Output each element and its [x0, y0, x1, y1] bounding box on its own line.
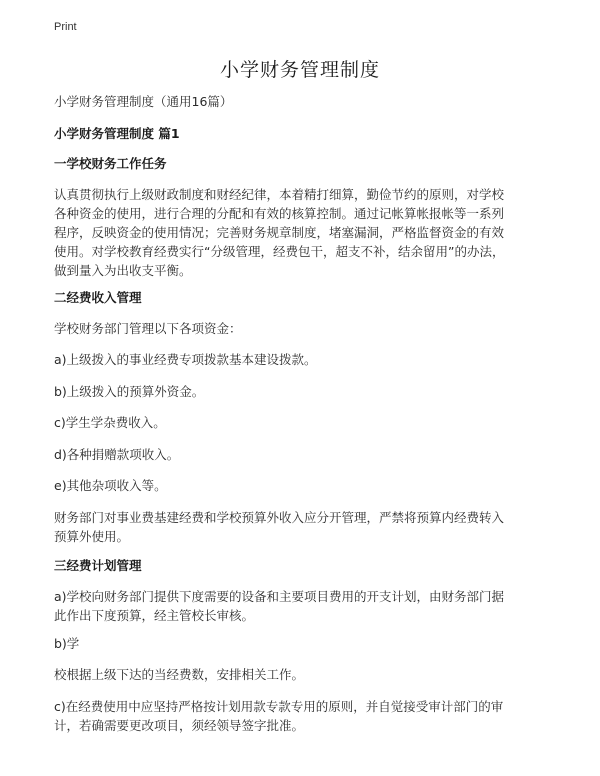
list-item: e)其他杂项收入等。 [54, 478, 167, 493]
list-item: d)各种捐赠款项收入。 [54, 447, 180, 462]
paragraph-line: 认真贯彻执行上级财政制度和财经纪律，本着精打细算，勤俭节约的原则，对学校 [54, 187, 505, 202]
paragraph-line: 程序，反映资金的使用情况；完善财务规章制度，堵塞漏洞，严格监督资金的有效 [54, 225, 505, 240]
section-1-paragraph [54, 185, 554, 280]
paragraph-line: c)在经费使用中应坚持严格按计划用款专款专用的原则，并自觉接受审计部门的审 [54, 699, 504, 714]
section-2-intro: 学校财务部门管理以下各项资金： [54, 321, 242, 336]
paragraph-line: 各种资金的使用，进行合理的分配和有效的核算控制。通过记帐算帐报帐等一系列 [54, 206, 505, 221]
paragraph-line: a)学校向财务部门提供下度需要的设备和主要项目费用的开支计划，由财务部门据 [54, 589, 505, 604]
document-subtitle: 小学财务管理制度（通用16篇） [54, 94, 233, 109]
print-label[interactable]: Print [54, 21, 77, 33]
section-3-item-b: b)学 [54, 636, 80, 651]
paragraph-line: 做到量入为出收支平衡。 [54, 263, 192, 278]
list-item: c)学生学杂费收入。 [54, 415, 166, 430]
paragraph-line: 预算外使用。 [54, 529, 130, 544]
section-3-item-c [54, 697, 554, 735]
section-heading-2: 二经费收入管理 [54, 290, 142, 305]
section-3-item-b-continuation: 校根据上级下达的当经费数，安排相关工作。 [54, 667, 305, 682]
section-3-item-a [54, 587, 554, 625]
paragraph-line: 财务部门对事业费基建经费和学校预算外收入应分开管理，严禁将预算内经费转入 [54, 510, 505, 525]
paragraph-line: 使用。对学校教育经费实行“分级管理，经费包干，超支不补，结余留用”的办法， [54, 244, 505, 259]
paragraph-line: 计，若确需要更改项目，须经领导签字批准。 [54, 718, 305, 733]
section-heading-3: 三经费计划管理 [54, 558, 142, 573]
document-title: 小学财务管理制度 [219, 59, 380, 81]
article-heading: 小学财务管理制度 篇1 [54, 126, 180, 141]
list-item: b)上级拨入的预算外资金。 [54, 384, 205, 399]
paragraph-line: 此作出下度预算，经主管校长审核。 [54, 608, 255, 623]
list-item: a)上级拨入的事业经费专项拨款基本建设拨款。 [54, 352, 317, 367]
section-2-closing [54, 508, 554, 546]
section-heading-1: 一学校财务工作任务 [54, 156, 167, 171]
